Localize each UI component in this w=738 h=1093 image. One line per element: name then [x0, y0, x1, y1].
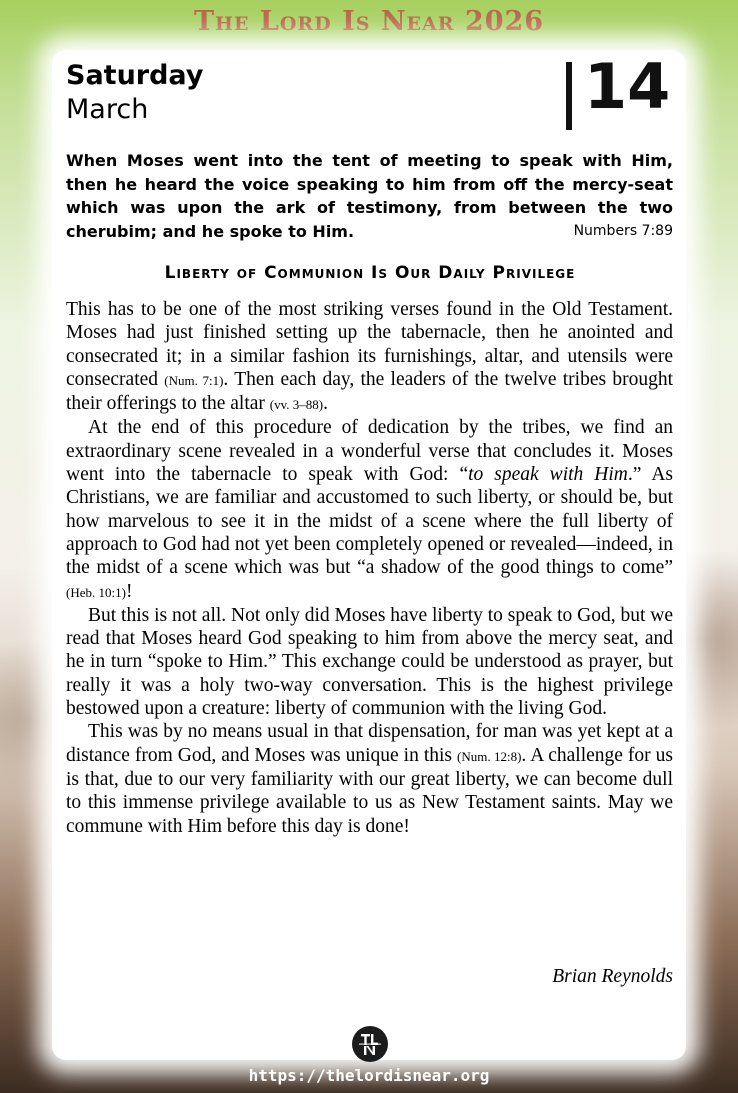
- p2-emphasis: to speak with Him: [468, 464, 628, 486]
- website-link[interactable]: https://thelordisnear.org: [248, 1066, 490, 1085]
- scripture-ref: (Heb. 10:1): [66, 584, 126, 600]
- p1-text-a: This has to be one of the most striking verses found in the Old Testament. Moses had just finished setting up the tabernacle, then he anointed and consecrated it; in a similar fashion its furnishings, altar, and utensils were consecrated: [66, 299, 673, 390]
- date-divider: [566, 62, 572, 130]
- paragraph-1: [66, 298, 673, 416]
- scripture-ref: (Num. 12:8): [457, 748, 522, 764]
- p4-text-b: . A challenge for us is that, due to our very familiarity with our great liberty, we can become dull to this immense privilege available to us as New Testament saints. May we commune with Him before this day is done!: [66, 744, 673, 837]
- publication-title: The Lord Is Near 2026: [193, 6, 545, 37]
- p1-text-c: .: [323, 393, 328, 415]
- paragraph-2: [66, 416, 673, 603]
- paragraph-4: [66, 720, 673, 837]
- p1-text-b: . Then each day, the leaders of the twelve tribes brought their offerings to the altar: [66, 368, 673, 415]
- article-body: [66, 298, 673, 838]
- verse-reference: Numbers 7:89: [573, 222, 673, 239]
- key-verse: [66, 149, 673, 243]
- verse-text: When Moses went into the tent of meeting to speak with Him, then he heard the voice speaking to him from off the mercy-seat which was upon the ark of testimony, from between the two cherubim; and he spoke to Him.: [66, 151, 673, 241]
- tln-monogram-icon: [352, 1026, 388, 1062]
- weekday-label: Saturday: [66, 60, 204, 91]
- author-name: Brian Reynolds: [552, 966, 673, 987]
- scripture-ref: (vv. 3–88): [269, 397, 324, 413]
- p2-text-c: !: [125, 580, 133, 602]
- scripture-ref: (Num. 7:1): [164, 372, 224, 388]
- p4-text-a: This was by no means usual in that dispensation, for man was yet kept at a distance from God, and Moses was unique in this: [66, 721, 673, 766]
- p2-text-a: At the end of this procedure of dedication by the tribes, we find an extraordinary scene revealed in a wonderful verse that concludes it. Moses went into the tabernacle to speak with God: “: [66, 417, 673, 486]
- p2-text-b: .” As Christians, we are familiar and accustomed to such liberty, or should be, but how marvelous to see it in the midst of a scene where the full liberty of approach to God had not yet been completely opened or revealed—indeed, in the midst of a scene which was but “a shadow of the good things to come”: [66, 464, 674, 579]
- day-number: 14: [584, 50, 671, 123]
- month-label: March: [66, 94, 149, 125]
- paragraph-3: But this is not all. Not only did Moses have liberty to speak to God, but we read that Moses heard God speaking to him from above the mercy seat, and he in turn “spoke to Him.” This exchange could be understood as prayer, but really it was a holy two-way conversation. This is the highest privilege bestowed upon a creature: liberty of communion with the living God.: [66, 604, 673, 720]
- article-title: Liberty of Communion Is Our Daily Privilege: [164, 263, 576, 283]
- tln-logo-graphic: [355, 1029, 385, 1059]
